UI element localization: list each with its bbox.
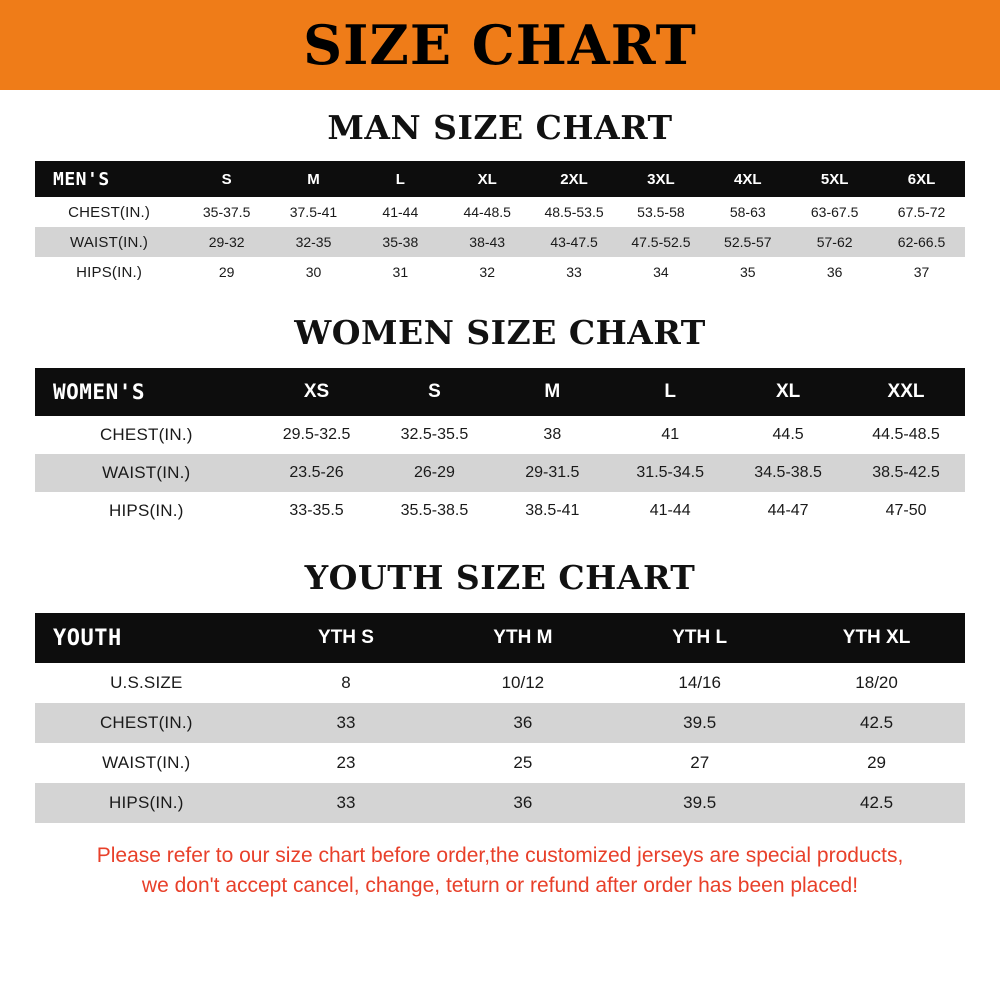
youth-table-wrap <box>0 613 1000 823</box>
man-cell: 53.5-58 <box>617 197 704 227</box>
man-cell: 44-48.5 <box>444 197 531 227</box>
youth-cell: 36 <box>434 783 611 823</box>
man-cell: 63-67.5 <box>791 197 878 227</box>
women-column-header: XL <box>729 368 847 416</box>
youth-row-label: CHEST(IN.) <box>35 703 258 743</box>
man-cell: 36 <box>791 257 878 287</box>
youth-cell: 42.5 <box>788 703 965 743</box>
man-cell: 58-63 <box>704 197 791 227</box>
women-cell: 44.5 <box>729 416 847 454</box>
man-cell: 35-38 <box>357 227 444 257</box>
women-table-wrap <box>0 368 1000 530</box>
man-cell: 32 <box>444 257 531 287</box>
women-table-body <box>35 416 965 530</box>
women-cell: 29-31.5 <box>493 454 611 492</box>
youth-cell: 14/16 <box>611 663 788 703</box>
youth-cell: 33 <box>258 783 435 823</box>
man-column-header: M <box>270 161 357 197</box>
youth-cell: 23 <box>258 743 435 783</box>
table-row <box>35 416 965 454</box>
table-row <box>35 227 965 257</box>
women-cell: 38.5-42.5 <box>847 454 965 492</box>
youth-cell: 42.5 <box>788 783 965 823</box>
man-corner-label: MEN'S <box>35 161 183 197</box>
table-row <box>35 454 965 492</box>
youth-row-label: U.S.SIZE <box>35 663 258 703</box>
man-cell: 32-35 <box>270 227 357 257</box>
women-cell: 41-44 <box>611 492 729 530</box>
youth-column-header: YTH M <box>434 613 611 663</box>
women-cell: 26-29 <box>375 454 493 492</box>
man-cell: 52.5-57 <box>704 227 791 257</box>
women-cell: 23.5-26 <box>258 454 376 492</box>
women-row-label: HIPS(IN.) <box>35 492 258 530</box>
man-cell: 57-62 <box>791 227 878 257</box>
man-cell: 35-37.5 <box>183 197 270 227</box>
women-column-header: S <box>375 368 493 416</box>
man-row-label: HIPS(IN.) <box>35 257 183 287</box>
women-cell: 38.5-41 <box>493 492 611 530</box>
youth-row-label: WAIST(IN.) <box>35 743 258 783</box>
man-cell: 35 <box>704 257 791 287</box>
youth-cell: 39.5 <box>611 703 788 743</box>
man-table-wrap <box>0 161 1000 287</box>
youth-table-body <box>35 663 965 823</box>
table-row <box>35 743 965 783</box>
women-cell: 47-50 <box>847 492 965 530</box>
women-column-header: M <box>493 368 611 416</box>
youth-column-header: YTH XL <box>788 613 965 663</box>
youth-row-label: HIPS(IN.) <box>35 783 258 823</box>
women-cell: 41 <box>611 416 729 454</box>
man-cell: 33 <box>531 257 618 287</box>
women-section-title: WOMEN SIZE CHART <box>294 313 706 352</box>
man-cell: 47.5-52.5 <box>617 227 704 257</box>
man-cell: 43-47.5 <box>531 227 618 257</box>
youth-corner-label: YOUTH <box>35 613 258 663</box>
man-column-header: 5XL <box>791 161 878 197</box>
man-table-body <box>35 197 965 287</box>
man-row-label: CHEST(IN.) <box>35 197 183 227</box>
table-row <box>35 783 965 823</box>
man-cell: 48.5-53.5 <box>531 197 618 227</box>
youth-cell: 8 <box>258 663 435 703</box>
women-cell: 33-35.5 <box>258 492 376 530</box>
man-cell: 67.5-72 <box>878 197 965 227</box>
man-cell: 37.5-41 <box>270 197 357 227</box>
man-row-label: WAIST(IN.) <box>35 227 183 257</box>
youth-size-table <box>35 613 965 823</box>
man-cell: 29-32 <box>183 227 270 257</box>
women-column-header: L <box>611 368 729 416</box>
youth-cell: 29 <box>788 743 965 783</box>
youth-column-header: YTH S <box>258 613 435 663</box>
man-column-header: L <box>357 161 444 197</box>
youth-cell: 10/12 <box>434 663 611 703</box>
women-column-header: XXL <box>847 368 965 416</box>
women-corner-label: WOMEN'S <box>35 368 258 416</box>
man-header-row <box>35 161 965 197</box>
youth-cell: 39.5 <box>611 783 788 823</box>
man-cell: 30 <box>270 257 357 287</box>
youth-column-header: YTH L <box>611 613 788 663</box>
man-size-table <box>35 161 965 287</box>
man-section-title: MAN SIZE CHART <box>327 108 673 147</box>
youth-cell: 18/20 <box>788 663 965 703</box>
youth-cell: 33 <box>258 703 435 743</box>
women-cell: 35.5-38.5 <box>375 492 493 530</box>
man-column-header: 4XL <box>704 161 791 197</box>
youth-table-head <box>35 613 965 663</box>
man-table-head <box>35 161 965 197</box>
women-table-head <box>35 368 965 416</box>
women-cell: 31.5-34.5 <box>611 454 729 492</box>
page-title: SIZE CHART <box>303 13 697 77</box>
table-row <box>35 663 965 703</box>
women-size-table <box>35 368 965 530</box>
man-cell: 37 <box>878 257 965 287</box>
women-cell: 32.5-35.5 <box>375 416 493 454</box>
man-cell: 29 <box>183 257 270 287</box>
man-cell: 31 <box>357 257 444 287</box>
table-row <box>35 197 965 227</box>
youth-cell: 36 <box>434 703 611 743</box>
man-column-header: 6XL <box>878 161 965 197</box>
footer-note-line-1: Please refer to our size chart before order,the customized jerseys are special products, <box>96 844 904 867</box>
header-banner <box>0 0 1000 90</box>
man-cell: 41-44 <box>357 197 444 227</box>
women-cell: 44.5-48.5 <box>847 416 965 454</box>
youth-header-row <box>35 613 965 663</box>
man-cell: 38-43 <box>444 227 531 257</box>
man-column-header: 3XL <box>617 161 704 197</box>
women-header-row <box>35 368 965 416</box>
table-row <box>35 703 965 743</box>
women-cell: 38 <box>493 416 611 454</box>
women-row-label: CHEST(IN.) <box>35 416 258 454</box>
man-column-header: S <box>183 161 270 197</box>
women-cell: 34.5-38.5 <box>729 454 847 492</box>
man-column-header: XL <box>444 161 531 197</box>
women-cell: 44-47 <box>729 492 847 530</box>
women-cell: 29.5-32.5 <box>258 416 376 454</box>
footer-note-line-2: we don't accept cancel, change, teturn or refund after order has been placed! <box>141 874 859 898</box>
footer-note <box>0 841 1000 902</box>
table-row <box>35 257 965 287</box>
women-column-header: XS <box>258 368 376 416</box>
youth-cell: 27 <box>611 743 788 783</box>
youth-cell: 25 <box>434 743 611 783</box>
man-cell: 34 <box>617 257 704 287</box>
man-cell: 62-66.5 <box>878 227 965 257</box>
youth-section-title: YOUTH SIZE CHART <box>304 558 696 597</box>
table-row <box>35 492 965 530</box>
women-row-label: WAIST(IN.) <box>35 454 258 492</box>
man-column-header: 2XL <box>531 161 618 197</box>
